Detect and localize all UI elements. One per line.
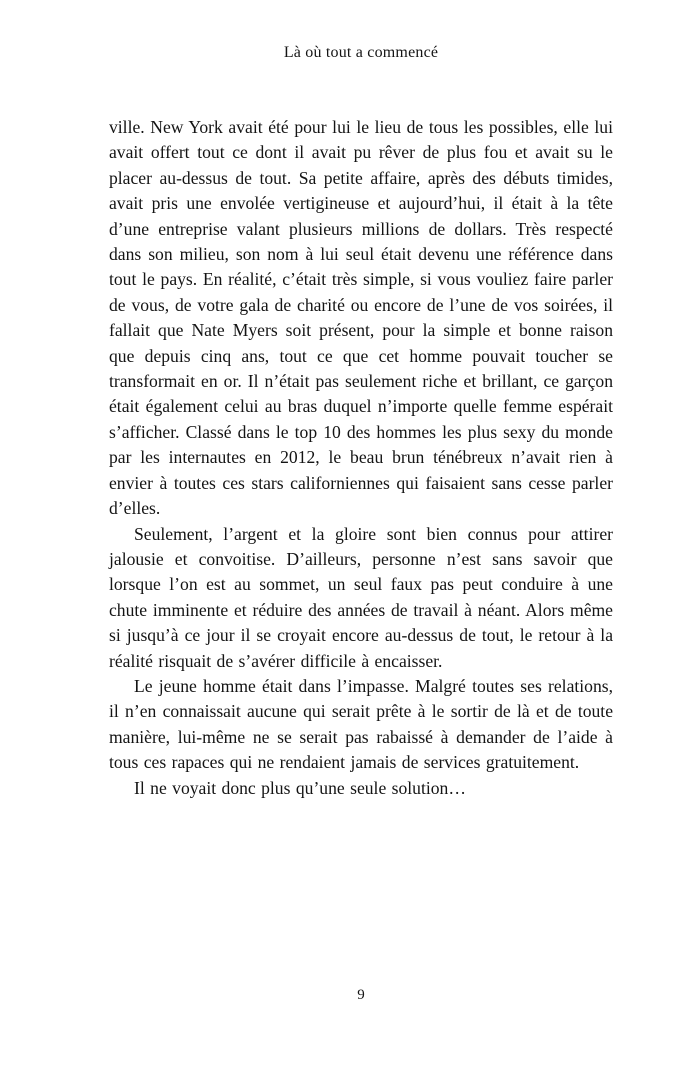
running-header: Là où tout a commencé bbox=[283, 44, 439, 61]
paragraph: Le jeune homme était dans l’impasse. Malgré toutes ses relations, il n’en connaissait aucune qui serait prête à le sortir de là et de toute manière, lui-même ne se serait pas rabaissé à demander de l’aide à tous ces rapaces qui ne rendaient jamais de services gratuitement. bbox=[109, 675, 613, 773]
paragraph: Seulement, l’argent et la gloire sont bien connus pour attirer jalousie et convoitise. D’ailleurs, personne n’est sans savoir que lorsque l’on est au sommet, un seul faux pas peut conduire à une chute imminente et réduire des années de travail à néant. Alors même si jusqu’à ce jour il se croyait encore au-dessus de tout, le retour à la réalité risquait de s’avérer difficile à encaisser. bbox=[109, 523, 613, 671]
body-text bbox=[109, 115, 613, 801]
page-number: 9 bbox=[357, 987, 365, 1003]
paragraph: Il ne voyait donc plus qu’une seule solution… bbox=[134, 777, 466, 798]
text-block bbox=[109, 44, 613, 801]
paragraph: ville. New York avait été pour lui le lieu de tous les possibles, elle lui avait offert tout ce dont il avait pu rêver de plus fou et avait su le placer au-dessus de tout. Sa petite affaire, après des débuts timides, avait pris une envolée vertigineuse et aujourd’hui, il était à la tête d’une entreprise valant plusieurs millions de dollars. Très respecté dans son milieu, son nom à lui seul était devenu une référence dans tout le pays. En réalité, c’était très simple, si vous vouliez faire parler de vous, de votre gala de charité ou encore de l’une de vos soirées, il fallait que Nate Myers soit présent, pour la simple et bonne raison que depuis cinq ans, tout ce que cet homme pouvait toucher se transformait en or. Il n’était pas seulement riche et brillant, ce garçon était également celui au bras duquel n’importe quelle femme espérait s’afficher. Classé dans le top 10 des hommes les plus sexy du monde par les internautes en 2012, le beau brun ténébreux n’avait rien à envier à toutes ces stars californiennes qui faisaient sans cesse parler d’elles. bbox=[109, 117, 613, 519]
